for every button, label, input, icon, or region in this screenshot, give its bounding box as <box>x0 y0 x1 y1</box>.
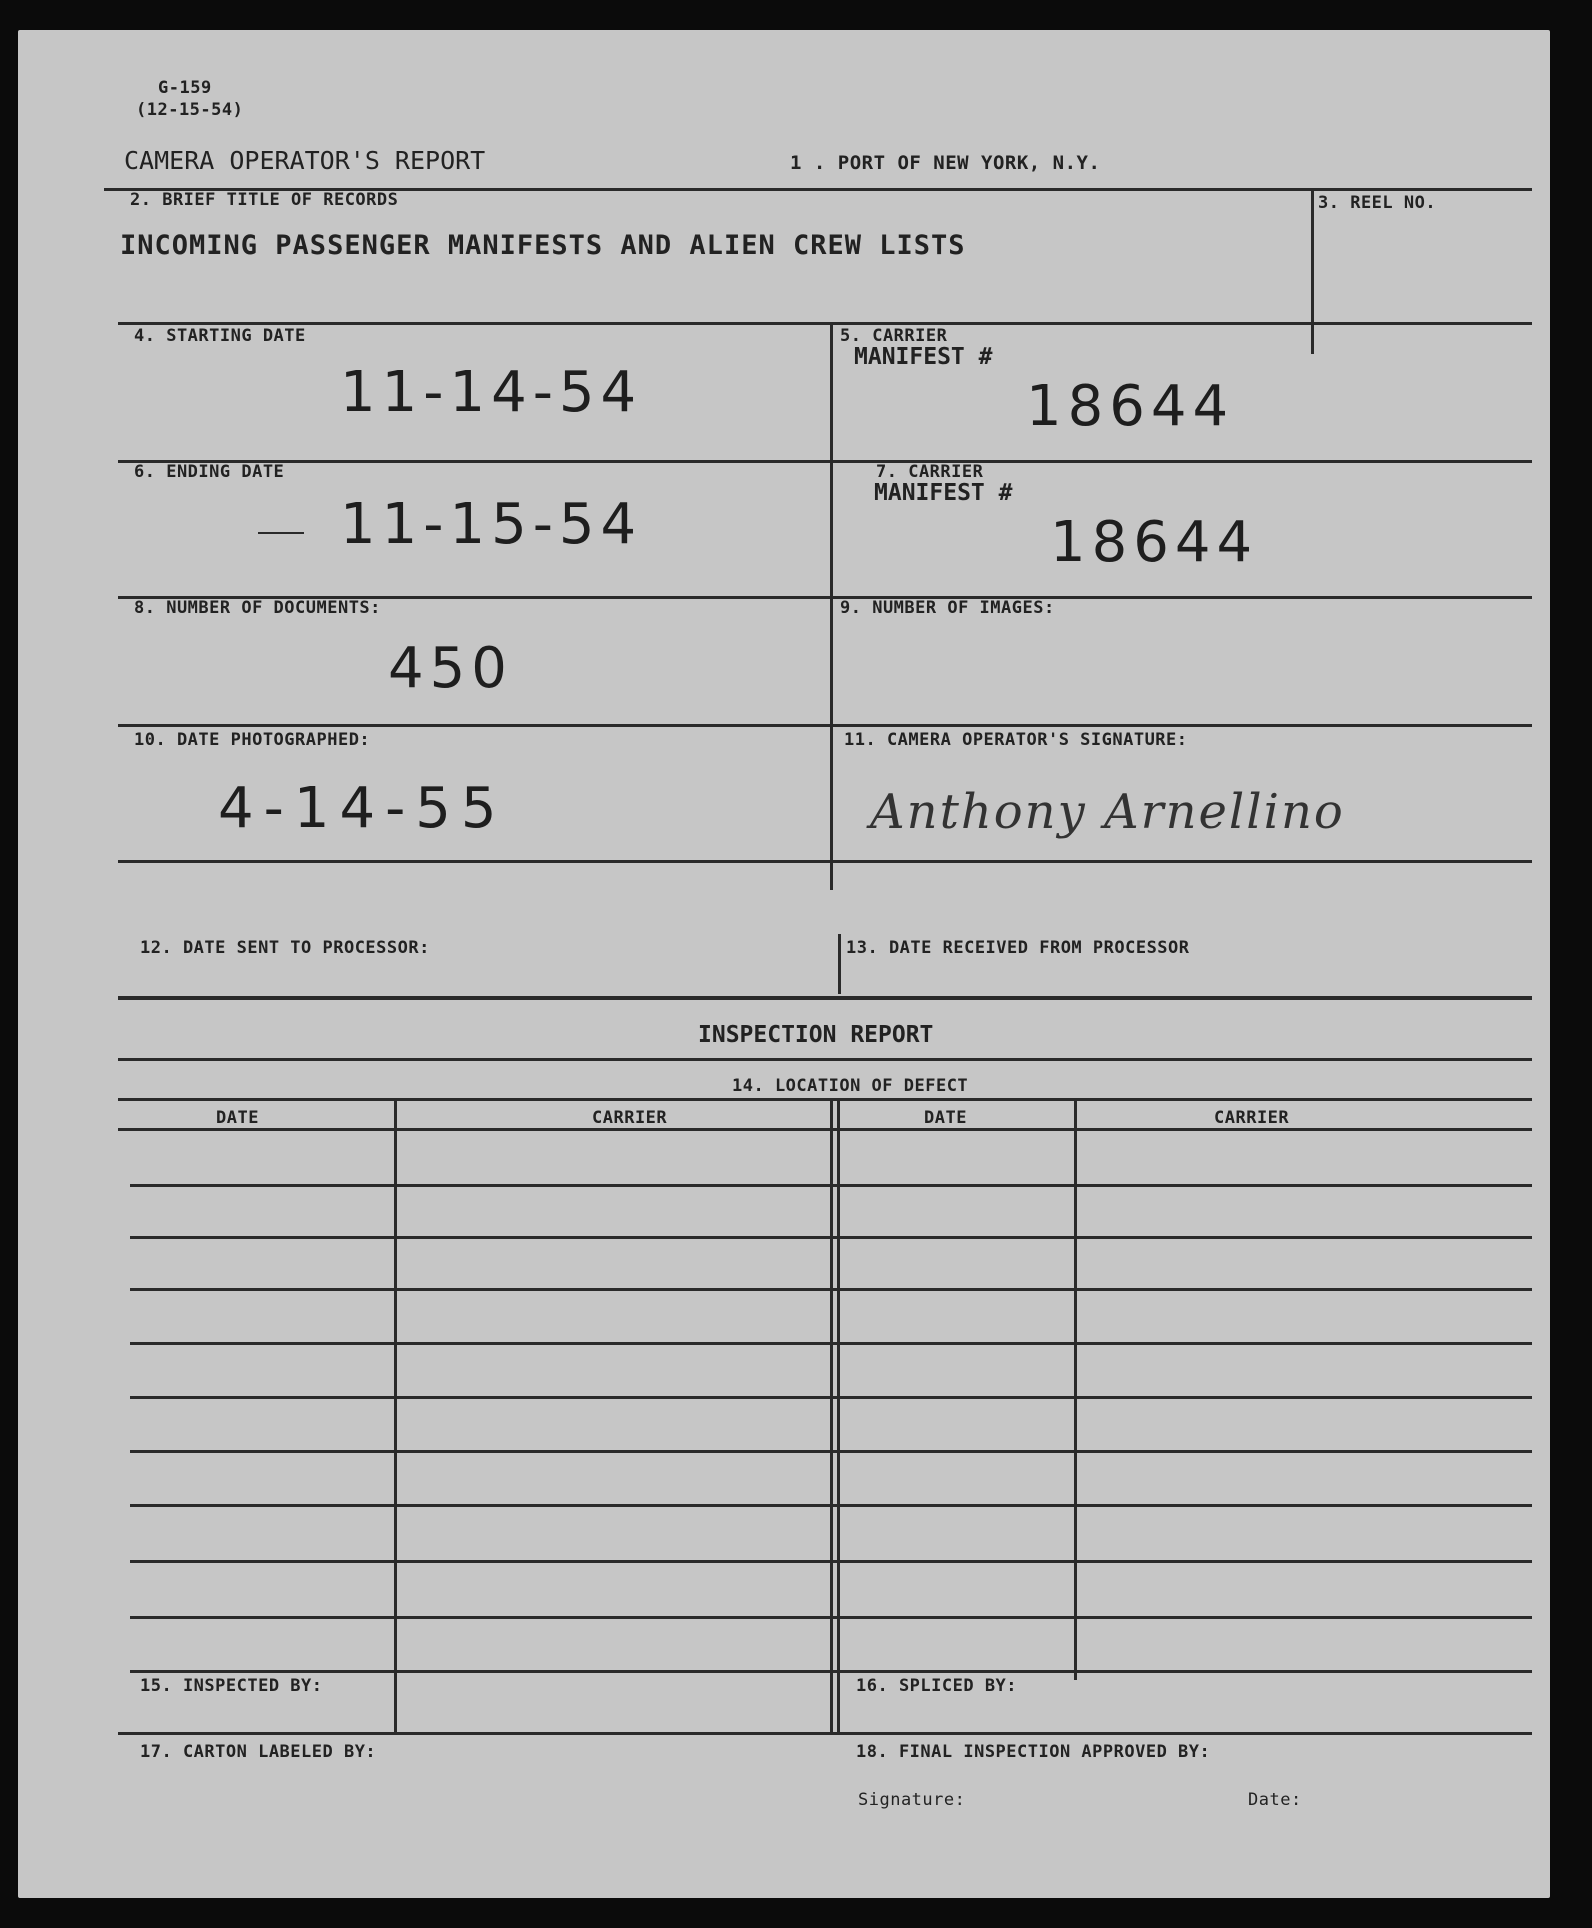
date-photographed-value: 4-14-55 <box>218 776 507 841</box>
spliced-by-label: 16. SPLICED BY: <box>856 1676 1018 1696</box>
carrier-7-value: 18644 <box>1050 510 1259 575</box>
rule-row12 <box>118 860 1532 863</box>
port-label: 1 . PORT OF NEW YORK, N.Y. <box>790 152 1101 174</box>
form-number: G-159 <box>158 78 212 98</box>
date-photographed-label: 10. DATE PHOTOGRAPHED: <box>134 730 371 750</box>
rule-row10 <box>118 724 1532 727</box>
carrier-7-manifest: MANIFEST # <box>874 480 1013 506</box>
brief-title-label: 2. BRIEF TITLE OF RECORDS <box>130 190 399 210</box>
rule-columns <box>118 1098 1532 1101</box>
carrier-7-label: 7. CARRIER <box>876 462 984 482</box>
operator-signature-label: 11. CAMERA OPERATOR'S SIGNATURE: <box>844 730 1188 750</box>
grid-col-line <box>394 1100 397 1732</box>
brief-title-value: INCOMING PASSENGER MANIFESTS AND ALIEN CREW LISTS <box>120 230 966 261</box>
inspected-by-label: 15. INSPECTED BY: <box>140 1676 323 1696</box>
operator-signature-value: Anthony Arnellino <box>870 784 1345 840</box>
form-title: CAMERA OPERATOR'S REPORT <box>124 146 486 175</box>
grid-col-line <box>837 1100 840 1732</box>
carrier-5-label: 5. CARRIER <box>840 326 948 346</box>
col-date-2: DATE <box>924 1108 967 1128</box>
starting-date-label: 4. STARTING DATE <box>134 326 306 346</box>
location-defect-label: 14. LOCATION OF DEFECT <box>732 1076 969 1096</box>
carton-labeled-label: 17. CARTON LABELED BY: <box>140 1742 377 1762</box>
carrier-5-manifest: MANIFEST # <box>854 344 993 370</box>
final-inspection-label: 18. FINAL INSPECTION APPROVED BY: <box>856 1742 1211 1762</box>
date-label: Date: <box>1248 1790 1302 1810</box>
date-sent-label: 12. DATE SENT TO PROCESSOR: <box>140 938 430 958</box>
col-carrier-1: CARRIER <box>592 1108 668 1128</box>
col-date-1: DATE <box>216 1108 259 1128</box>
carrier-5-value: 18644 <box>1026 374 1235 439</box>
rule-row15-bottom <box>118 1732 1532 1735</box>
num-documents-value: 450 <box>388 636 513 701</box>
grid-col-line <box>1074 1100 1077 1680</box>
ending-date-value: 11-15-54 <box>340 492 643 557</box>
rule-row6 <box>118 460 1532 463</box>
row12-divider <box>838 934 841 994</box>
ending-date-dash <box>258 532 304 534</box>
col-carrier-2: CARRIER <box>1214 1108 1290 1128</box>
rule-inspection-top <box>118 996 1532 1000</box>
form-revision: (12-15-54) <box>136 100 244 120</box>
rule-inspection-title <box>118 1058 1532 1061</box>
date-received-label: 13. DATE RECEIVED FROM PROCESSOR <box>846 938 1190 958</box>
num-images-label: 9. NUMBER OF IMAGES: <box>840 598 1055 618</box>
form-sheet <box>18 30 1550 1898</box>
starting-date-value: 11-14-54 <box>340 360 643 425</box>
grid-col-line <box>830 1100 833 1732</box>
center-divider <box>830 324 833 890</box>
num-documents-label: 8. NUMBER OF DOCUMENTS: <box>134 598 381 618</box>
ending-date-label: 6. ENDING DATE <box>134 462 285 482</box>
rule-row4 <box>118 322 1532 325</box>
reel-no-label: 3. REEL NO. <box>1318 193 1437 213</box>
inspection-title: INSPECTION REPORT <box>698 1022 934 1048</box>
rule-header-bottom <box>118 1128 1532 1131</box>
reel-divider <box>1311 188 1314 354</box>
signature-label: Signature: <box>858 1790 966 1810</box>
